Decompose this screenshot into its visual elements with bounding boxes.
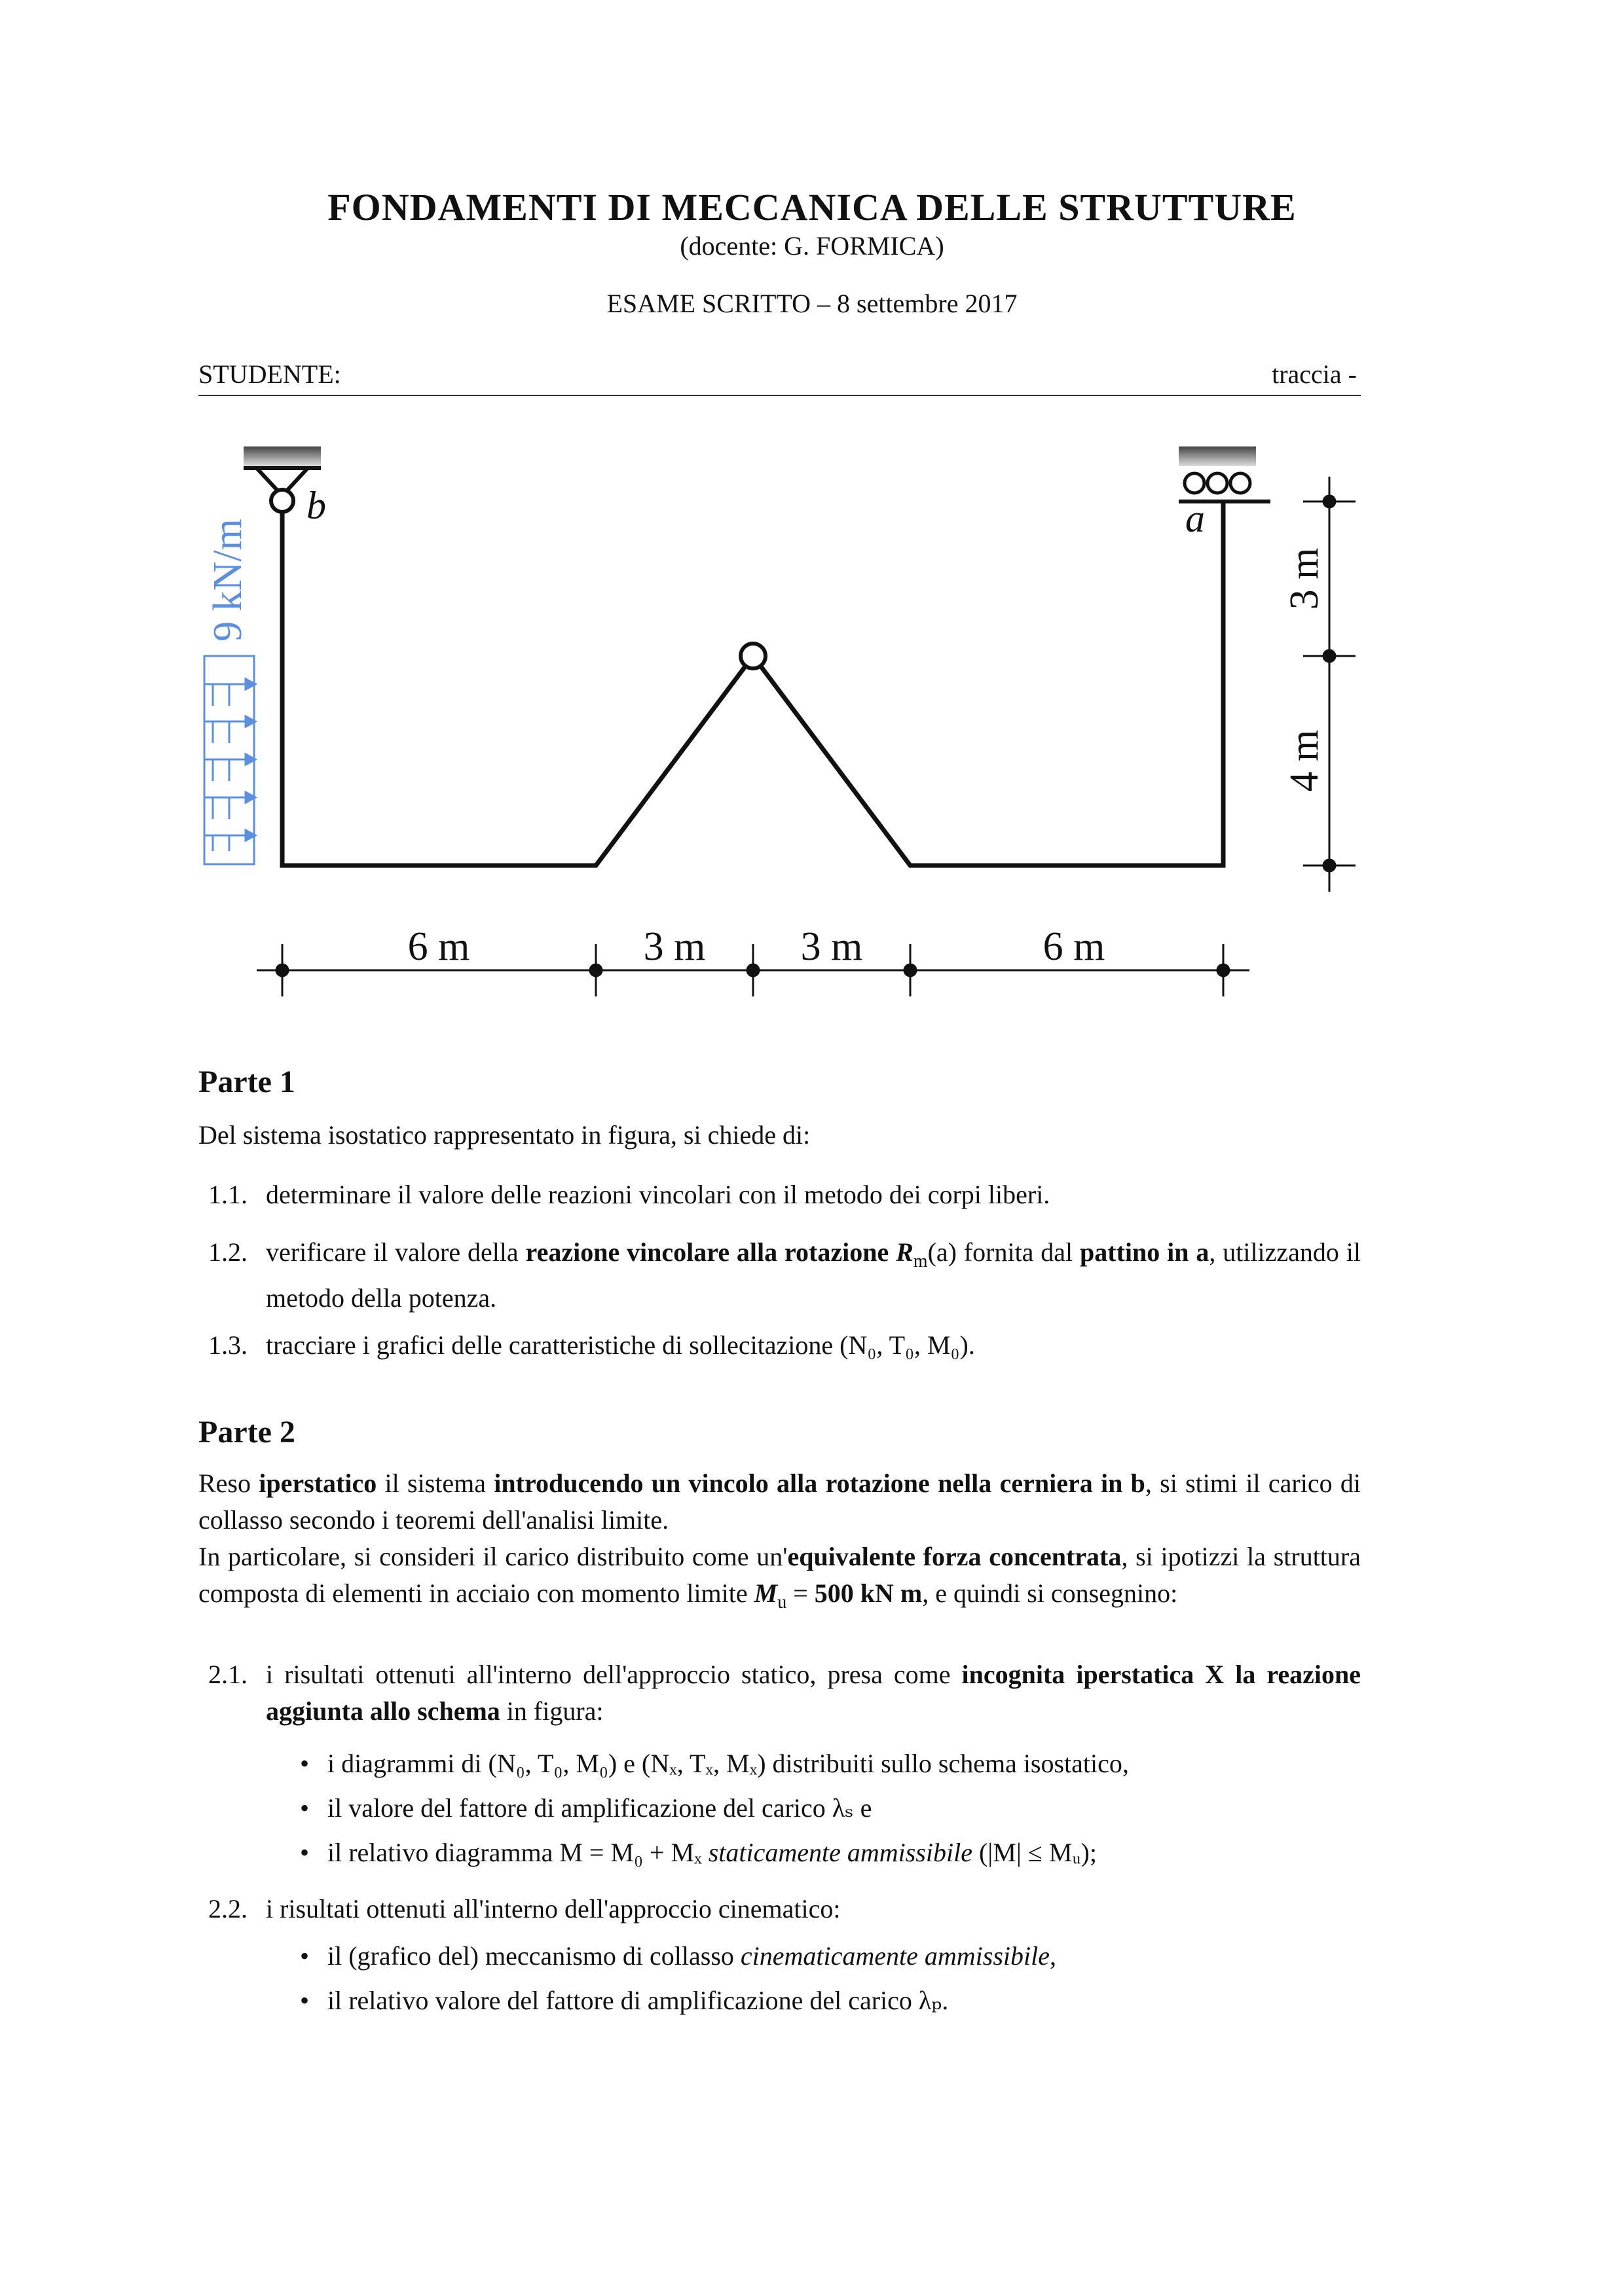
dim-label-v1: 3 m: [1282, 547, 1327, 610]
item-number: 1.3.: [208, 1330, 248, 1360]
dim-label-h2: 3 m: [643, 924, 706, 969]
section-heading-parte-2: Parte 2: [198, 1415, 295, 1449]
item-text: determinare il valore delle reazioni vincolari con il metodo dei corpi liberi.: [266, 1180, 1050, 1209]
item-number: 2.2.: [208, 1894, 248, 1923]
frame-structure: [282, 501, 1223, 866]
traccia-label: traccia -: [1272, 359, 1357, 389]
section-heading-parte-1: Parte 1: [198, 1065, 295, 1099]
parte-1-intro: Del sistema isostatico rappresentato in figura, si chiede di:: [198, 1120, 811, 1150]
vertical-dimensions: [1303, 477, 1356, 892]
parte-2-p1: Reso iperstatico il sistema introducendo un vincolo alla rotazione nella cerniera in b, si stimi il carico di collasso secondo i teoremi dell'analisi limite.: [198, 1468, 1361, 1535]
item-text: verificare il valore della reazione vincolare alla rotazione $R_m(a)$ fornita dal pattino in a, utilizzando il metodo della potenza.: [266, 1237, 1361, 1313]
dim-label-h4: 6 m: [1043, 924, 1105, 969]
parte-2-list: 2.1. i risultati ottenuti all'interno dell'approccio statico, presa come incognita iperstatica X la reazione aggiunta allo schema in figura: • i diagrammi di (N₀, T₀, M₀) e (Nₓ, Tₓ, Mₓ) distribuiti sullo schema isostatico, • il valore del fattore di amplificazione del carico λₛ e • il relativo diagramma M = M₀ + Mₓ staticamente ammissibile (|M| ≤ Mᵤ); 2.2. i risultati ottenuti all'interno dell'approccio cinematico: • il (grafico del) meccanismo di collasso cinematicamente ammissibile, • il relativo valore del fattore di amplificazione del carico λₚ.: [208, 1656, 1361, 2180]
dim-label-v2: 4 m: [1282, 729, 1327, 792]
load-label: 9 kN/m: [206, 519, 250, 642]
item-number: 1.2.: [208, 1237, 248, 1267]
roller-support-a: [1179, 446, 1270, 501]
distributed-load: [204, 656, 255, 864]
page-subtitle: (docente: G. FORMICA): [680, 231, 944, 261]
item-text: i risultati ottenuti all'interno dell'approccio cinematico:: [266, 1894, 841, 1923]
node-label-a: a: [1185, 497, 1205, 540]
dim-label-h3: 3 m: [800, 924, 863, 969]
parte-1-list: [208, 1176, 1361, 1438]
parte-2-p2: In particolare, si consideri il carico distribuito come un'equivalente forza concentrata, si ipotizzi la struttura composta di elementi in acciaio con momento limite $M_u = 500$ kN m, e quindi si consegnino:: [198, 1542, 1361, 1613]
item-text: i risultati ottenuti all'interno dell'approccio statico, presa come incognita iperstatica X la reazione aggiunta allo schema in figura:: [266, 1660, 1361, 1726]
parte-2-paragraph: [198, 1465, 1361, 1621]
item-text: tracciare i grafici delle caratteristiche di sollecitazione (N₀, T₀, M₀).: [266, 1330, 975, 1360]
item-number: 1.1.: [208, 1180, 248, 1209]
page-title: FONDAMENTI DI MECCANICA DELLE STRUTTURE: [327, 186, 1297, 228]
item-number: 2.1.: [208, 1660, 248, 1689]
dim-label-h1: 6 m: [407, 924, 470, 969]
structure-figure: [0, 0, 1624, 1048]
student-label: STUDENTE:: [198, 359, 341, 389]
internal-hinge: [741, 644, 766, 668]
node-label-b: b: [306, 484, 326, 527]
exam-date: ESAME SCRITTO – 8 settembre 2017: [606, 289, 1018, 318]
